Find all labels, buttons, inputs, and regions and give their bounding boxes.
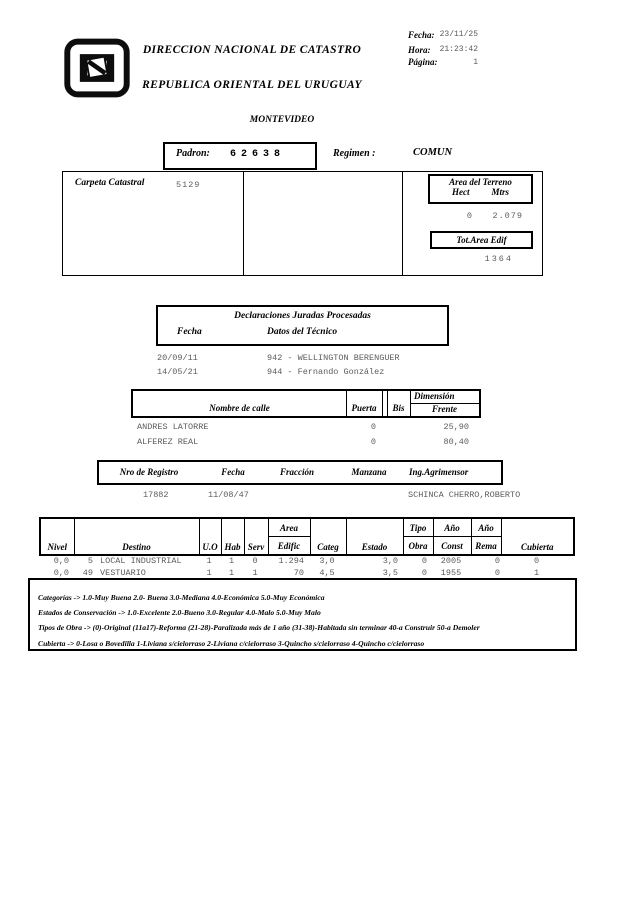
legend-tipos-obra: Tipos de Obra -> (0)-Original (11a17)-Reforma (21-28)-Paralizada más de 1 año (31-38)-Habitada sin terminar 40-a Construir 50-a Demoler <box>38 623 480 633</box>
tot-area-box <box>430 231 533 249</box>
ano-rema-value: 0 <box>494 568 500 578</box>
hora-label: Hora: <box>408 45 431 55</box>
ano-const-value: 1955 <box>440 568 462 578</box>
registro-col-manzana: Manzana <box>351 467 387 477</box>
hab-value: 1 <box>228 568 235 578</box>
area-terreno-title: Area del Terreno <box>449 177 512 187</box>
calles-col-nombre: Nombre de calle <box>209 403 270 413</box>
declaraciones-col-datos: Datos del Técnico <box>267 327 338 337</box>
calles-col-puerta: Puerta <box>351 403 377 413</box>
legend-box <box>28 578 577 651</box>
calle-frente: 80,40 <box>443 437 469 447</box>
col-serv: Serv <box>244 518 268 555</box>
col-hab: Hab <box>221 518 244 555</box>
mtrs-value: 2.079 <box>492 211 523 221</box>
col-categ: Categ <box>310 518 346 555</box>
estado-value: 3,5 <box>382 568 398 578</box>
regimen-label: Regimen : <box>333 148 376 159</box>
tipo-obra-value: 0 <box>421 568 427 578</box>
org-title: DIRECCION NACIONAL DE CATASTRO <box>142 44 362 56</box>
calle-puerta: 0 <box>370 422 376 432</box>
area-terreno-box <box>428 174 533 204</box>
tot-area-label: Tot.Area Edif <box>456 235 507 245</box>
col-ano-const: Año <box>433 518 471 537</box>
construccion-row <box>39 555 573 567</box>
mtrs-label: Mtrs <box>491 187 509 197</box>
legend-cubierta: Cubierta -> 0-Losa o Bovedilla 1-Liviana s/cielorraso 2-Liviana c/cielorraso 3-Quincho s/cielorraso 4-Quincho c/cielorraso <box>38 638 425 648</box>
registro-col-agrimensor: Ing.Agrimensor <box>409 467 469 477</box>
legend-estados: Estados de Conservación -> 1.0-Excelente 2.0-Bueno 3.0-Regular 4.0-Malo 5.0-Muy Malo <box>38 608 321 618</box>
cubierta-value: 1 <box>533 568 540 578</box>
padron-label: Padron: <box>176 148 210 159</box>
regimen-value: COMUN <box>413 147 453 158</box>
declaracion-row-datos: 944 - Fernando González <box>267 367 385 377</box>
calles-col-dimension: Dimensión <box>414 391 455 401</box>
estado-value: 3,0 <box>382 556 398 566</box>
registro-col-fecha: Fecha <box>221 467 245 477</box>
hect-label: Hect <box>451 187 470 197</box>
hab-value: 1 <box>228 556 235 566</box>
pagina-value: 1 <box>473 58 478 67</box>
calle-puerta: 0 <box>370 437 376 447</box>
destino-codigo: 49 <box>82 568 93 578</box>
declaracion-row-fecha: 14/05/21 <box>157 367 198 377</box>
registro-col-fraccion: Fracción <box>279 467 314 477</box>
uo-value: 1 <box>206 568 212 578</box>
col-obra: Obra <box>403 537 433 556</box>
fecha-label: Fecha: <box>408 30 435 40</box>
area-value: 70 <box>293 568 304 578</box>
legend-categorias: Categorías -> 1.0-Muy Buena 2.0- Buena 3.0-Mediana 4.0-Económica 5.0-Muy Económica <box>38 593 325 602</box>
col-const: Const <box>433 537 471 556</box>
col-destino: Destino <box>74 518 199 555</box>
hora-value: 21:23:42 <box>439 45 478 54</box>
pagina-label: Página: <box>408 57 438 67</box>
country-title: REPUBLICA ORIENTAL DEL URUGUAY <box>142 79 362 91</box>
hect-value: 0 <box>466 211 473 221</box>
destino-codigo: 5 <box>87 556 93 566</box>
parcel-divider-1 <box>243 172 244 275</box>
declaracion-row-datos: 942 - WELLINGTON BERENGUER <box>267 353 400 363</box>
fecha-value: 23/11/25 <box>439 30 478 39</box>
parcel-divider-2 <box>402 172 403 275</box>
registro-header-box <box>97 460 503 485</box>
cubierta-value: 0 <box>533 556 540 566</box>
serv-value: 1 <box>252 568 258 578</box>
construcciones-header-table <box>39 517 575 556</box>
declaraciones-title: Declaraciones Juradas Procesadas <box>234 311 371 321</box>
registro-fecha: 11/08/47 <box>208 490 249 500</box>
calles-divider <box>382 391 383 416</box>
declaraciones-col-fecha: Fecha <box>177 327 202 337</box>
tot-area-value: 1364 <box>484 254 513 264</box>
carpeta-value: 5129 <box>176 180 201 190</box>
tipo-obra-value: 0 <box>421 556 427 566</box>
calle-nombre: ANDRES LATORRE <box>137 422 209 432</box>
calles-col-bis: Bis <box>392 403 405 413</box>
nivel-value: 0,0 <box>53 556 69 566</box>
col-estado: Estado <box>346 518 403 555</box>
department-title: MONTEVIDEO <box>249 115 315 125</box>
destino-nombre: VESTUARIO <box>100 568 146 578</box>
col-area: Area <box>268 518 310 537</box>
col-uo: U.O <box>199 518 221 555</box>
categ-value: 3,0 <box>319 556 335 566</box>
area-value: 1.294 <box>278 556 304 566</box>
destino-nombre: LOCAL INDUSTRIAL <box>100 556 182 566</box>
calle-frente: 25,90 <box>443 422 469 432</box>
ano-rema-value: 0 <box>494 556 500 566</box>
calles-header-box <box>131 389 481 418</box>
construcciones-data-table <box>39 555 573 579</box>
uo-value: 1 <box>206 556 212 566</box>
serv-value: 0 <box>252 556 258 566</box>
calles-col-frente: Frente <box>431 404 457 414</box>
nivel-value: 0,0 <box>53 568 69 578</box>
declaraciones-box <box>156 305 449 346</box>
registro-nro: 17882 <box>143 490 169 500</box>
categ-value: 4,5 <box>319 568 335 578</box>
registro-agrimensor: SCHINCA CHERRO,ROBERTO <box>408 490 521 500</box>
carpeta-label: Carpeta Catastral <box>75 178 145 188</box>
col-cubierta: Cubierta <box>501 518 574 555</box>
padron-value: 62638 <box>230 149 286 160</box>
registro-col-nro: Nro de Registro <box>119 467 179 477</box>
col-nivel: Nivel <box>40 518 74 555</box>
ano-const-value: 2005 <box>440 556 462 566</box>
col-edific: Edific <box>268 537 310 556</box>
declaracion-row-fecha: 20/09/11 <box>157 353 198 363</box>
calle-nombre: ALFEREZ REAL <box>137 437 199 447</box>
col-ano-rema: Año <box>471 518 501 537</box>
col-tipo: Tipo <box>403 518 433 537</box>
col-rema: Rema <box>471 537 501 556</box>
